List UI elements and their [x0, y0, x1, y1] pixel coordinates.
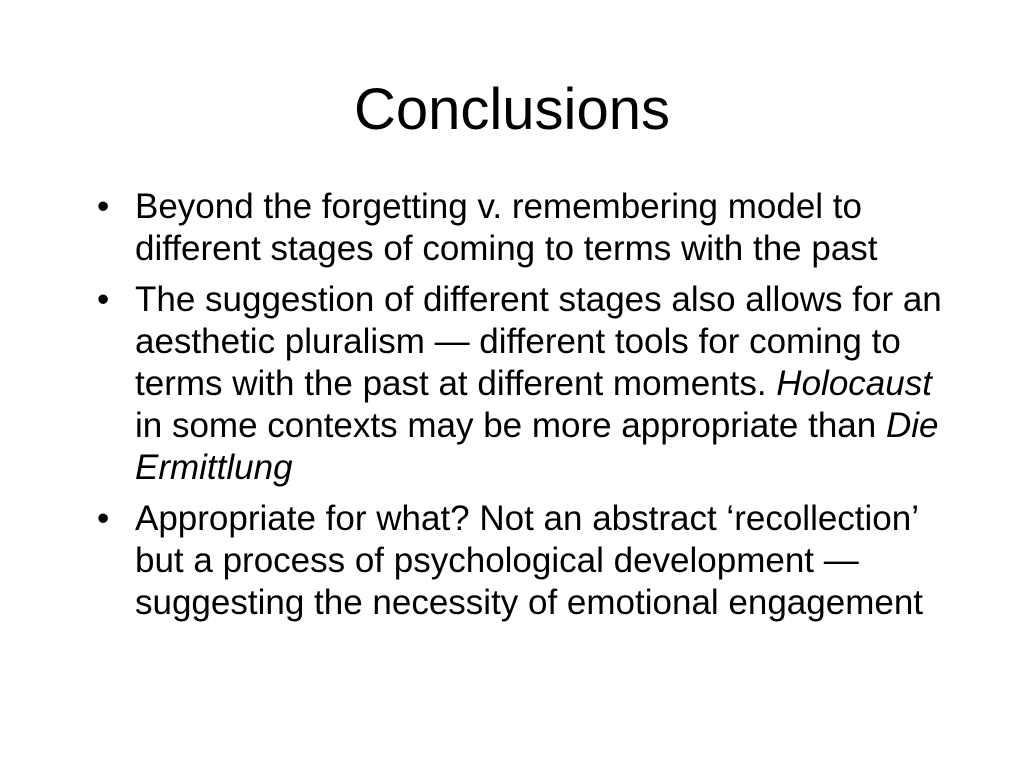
italic-title-holocaust: Holocaust	[776, 364, 932, 403]
bullet-marker: •	[97, 187, 110, 226]
bullet-text-continued: in some contexts may be more appropriate than	[135, 406, 886, 445]
bullet-text: The suggestion of different stages also allows for an aesthetic pluralism — different tools for coming to terms with the past at different moments.	[135, 280, 942, 403]
slide-title: Conclusions	[354, 77, 670, 142]
bullet-item-1	[97, 186, 947, 270]
italic-title-die-ermittlung: Die Ermittlung	[135, 406, 939, 487]
bullet-item-3	[97, 498, 947, 624]
bullet-text: Appropriate for what? Not an abstract ‘recollection’ but a process of psychological development — suggesting the necessity of emotional engagement	[135, 499, 924, 622]
bullet-text: Beyond the forgetting v. remembering model to different stages of coming to terms with the past	[135, 187, 878, 268]
bullet-list	[97, 186, 947, 633]
bullet-marker: •	[97, 280, 110, 319]
bullet-marker: •	[97, 499, 110, 538]
bullet-item-2	[97, 279, 947, 489]
